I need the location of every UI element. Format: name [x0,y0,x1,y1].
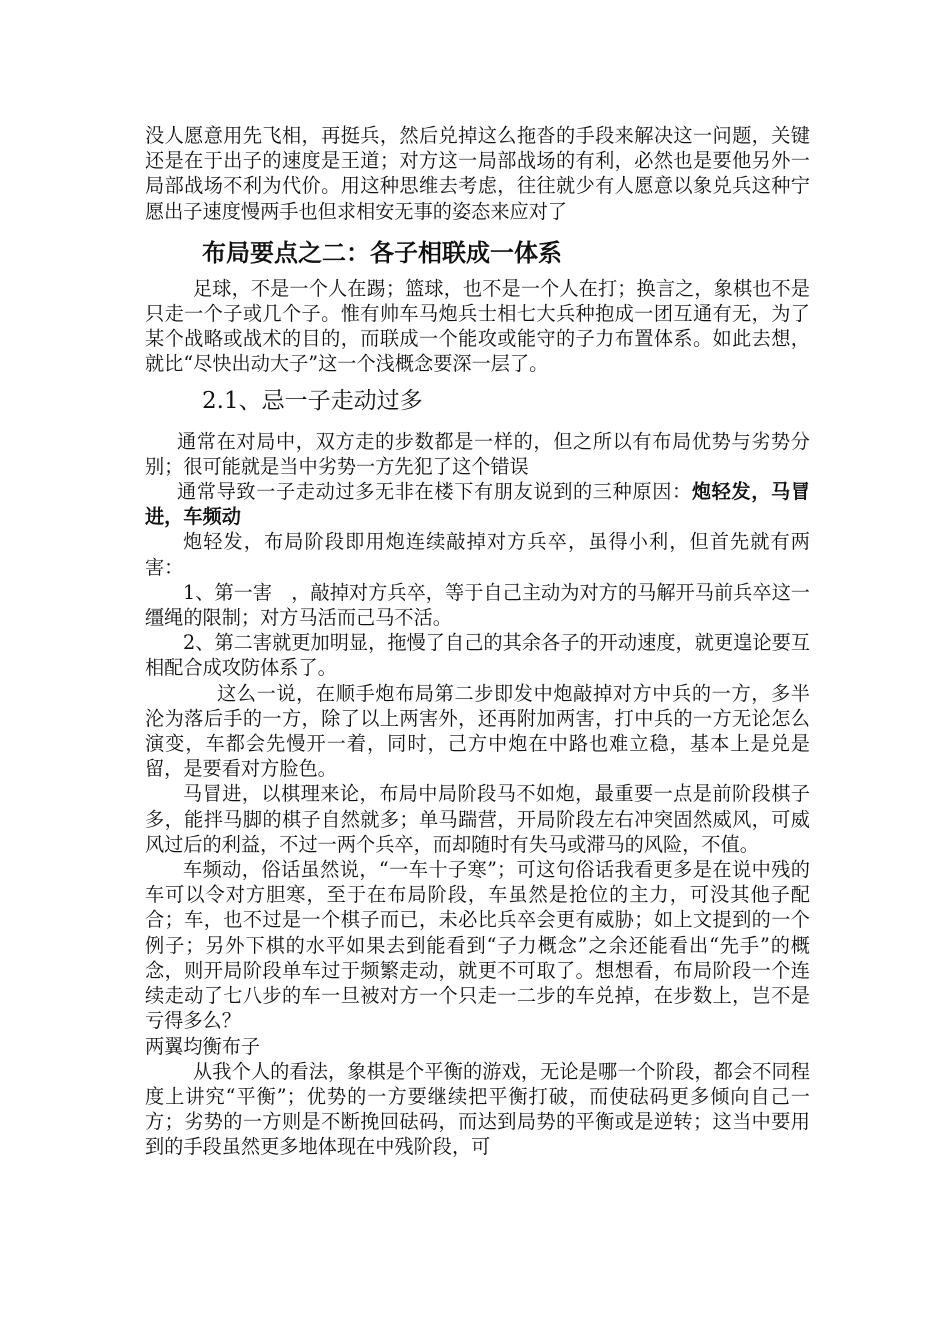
paragraph-three-causes-text: 通常导致一子走动过多无非在楼下有朋友说到的三种原因： [177,480,692,504]
paragraph-intro: 没人愿意用先飞相，再挺兵，然后兑掉这么拖沓的手段来解决这一问题，关键还是在于出子的速度是王道；对方这一局部战场的有利，必然也是要他另外一局部战场不利为代价。用这种思维去考虑，往往就少有人愿意以象兑兵这种宁愿出子速度慢两手也但求相安无事的姿态来应对了 [145,124,810,223]
three-causes-emphasis: 炮轻发，马冒进，车频动 [145,480,811,529]
section-heading: 布局要点之二：各子相联成一体系 [202,238,562,267]
document-body [145,123,810,1160]
paragraph-wings-heading: 两翼均衡布子 [145,1034,261,1058]
paragraph-system: 足球，不是一个人在踢；篮球，也不是一个人在打；换言之，象棋也不是只走一个子或几个子。惟有帅车马炮兵士相七大兵种抱成一团互通有无，为了某个战略或战术的目的，而联成一个能攻或能守的子力布置体系。如此去想，就比“尽快出动大子”这一个浅概念要深一层了。 [145,276,810,376]
paragraph-balance: 从我个人的看法，象棋是个平衡的游戏，无论是哪一个阶段，都会不同程度上讲究“平衡”；优势的一方要继续把平衡打破，而使砝码更多倾向自己一方；劣势的一方则是不断挽回砝码，而达到局势的平衡或是逆转；这当中要用到的手段虽然更多地体现在中残阶段，可 [145,1059,810,1159]
paragraph-horse: 马冒进，以棋理来论，布局中局阶段马不如炮，最重要一点是前阶段棋子多，能拌马脚的棋子自然就多；单马踹营，开局阶段左右冲突固然威风，可威风过后的利益，不过一两个兵卒，而却随时有失马或滞马的风险，不值。 [145,782,810,856]
paragraph-cannon: 炮轻发，布局阶段即用炮连续敲掉对方兵卒，虽得小利，但首先就有两害： [145,530,810,579]
paragraph-chariot: 车频动，俗话虽然说，“一车十子寒”；可这句俗话我看更多是在说中残的车可以令对方胆寒，至于在布局阶段，车虽然是抢位的主力，可没其他子配合；车，也不过是一个棋子而已，未必比兵卒会更有威胁；如上文提到的一个例子；另外下棋的水平如果去到能看到“子力概念”之余还能看出“先手”的概念，则开局阶段单车过于频繁走动，就更不可取了。想想看，布局阶段一个连续走动了七八步的车一旦被对方一个只走一二步的车兑掉，在步数上，岂不是亏得多么？ [145,858,810,1033]
paragraph-three-causes [145,479,810,529]
paragraph-first-harm: 1、第一害 ，敲掉对方兵卒，等于自己主动为对方的马解开马前兵卒这一缰绳的限制；对方马活而己马不活。 [145,580,810,630]
paragraph-central-cannon: 这么一说，在顺手炮布局第二步即发中炮敲掉对方中兵的一方，多半沦为落后手的一方，除了以上两害外，还再附加两害，打中兵的一方无论怎么演变，车都会先慢开一着，同时，己方中炮在中路也难立稳，基本上是兑是留，是要看对方脸色。 [145,681,810,781]
subsection-heading: 2.1、忌一子走动过多 [202,387,423,414]
paragraph-second-harm: 2、第二害就更加明显，拖慢了自己的其余各子的开动速度，就更遑论要互相配合成攻防体系了。 [145,631,810,680]
paragraph-opening-advantage: 通常在对局中，双方走的步数都是一样的，但之所以有布局优势与劣势分别；很可能就是当中劣势一方先犯了这个错误 [145,429,810,478]
